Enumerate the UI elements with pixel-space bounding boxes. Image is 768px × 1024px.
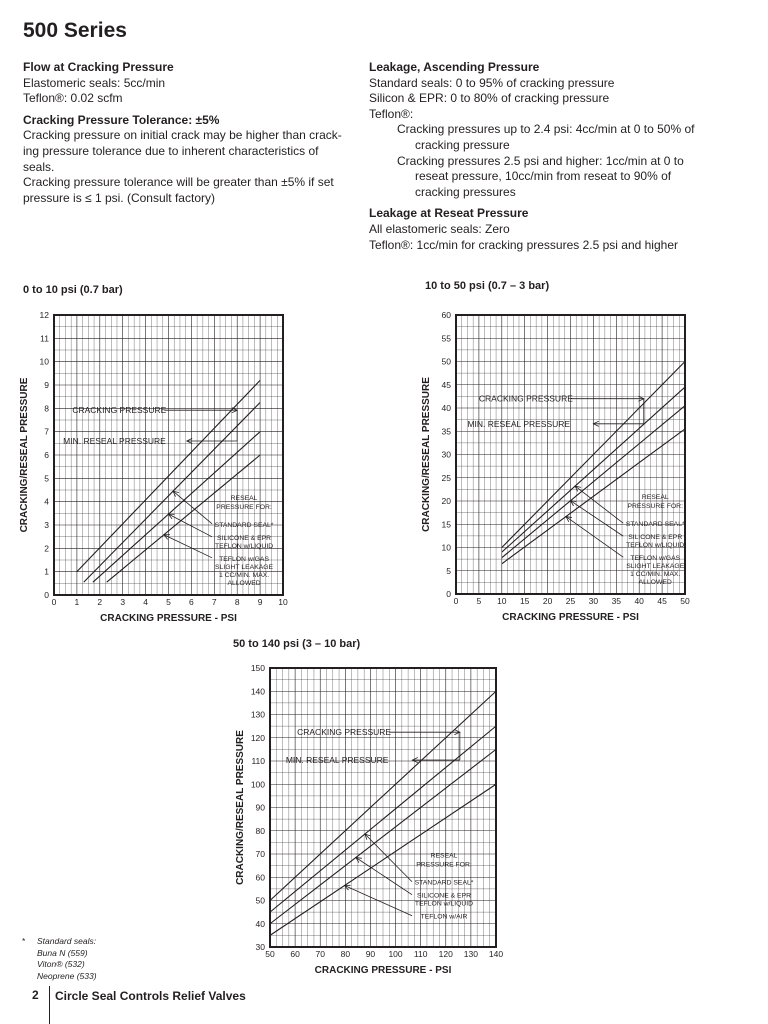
leakage-line: Standard seals: 0 to 95% of cracking pressure (369, 75, 615, 90)
footer-title: Circle Seal Controls Relief Valves (55, 989, 246, 1003)
footnote-line: Buna N (559) (37, 947, 88, 958)
x-tick-label: 40 (634, 596, 644, 606)
reseal-item-label: SILICONE & EPR (417, 892, 472, 900)
y-tick-label: 20 (441, 496, 451, 506)
x-tick-label: 0 (51, 597, 57, 607)
footnote-star: * (22, 936, 26, 946)
y-tick-label: 25 (441, 472, 451, 483)
cracking-pressure-label: CRACKING PRESSURE (72, 405, 167, 416)
x-tick-label: 15 (519, 596, 530, 606)
y-tick-label: 5 (446, 565, 451, 576)
x-tick-label: 1 (74, 597, 80, 607)
flow-heading: Flow at Cracking Pressure (23, 60, 174, 74)
y-tick-label: 35 (441, 426, 451, 437)
x-tick-label: 10 (497, 596, 507, 606)
x-tick-label: 30 (588, 596, 599, 606)
page-title: 500 Series (23, 19, 127, 42)
cracking-pressure-label: CRACKING PRESSURE (478, 393, 573, 404)
reseal-item-label: ALLOWED (227, 579, 261, 587)
x-tick-label: 35 (611, 596, 622, 606)
chart-title: 0 to 10 psi (0.7 bar) (23, 284, 123, 296)
tolerance-line: ing pressure tolerance due to inherent characteristics of seals. (23, 143, 319, 174)
reseal-item-label: 1 CC/MIN. MAX. (218, 571, 270, 579)
x-tick-label: 20 (542, 596, 553, 606)
y-tick-label: 10 (441, 542, 451, 553)
y-axis-label: CRACKING/RESEAL PRESSURE (421, 377, 432, 532)
y-tick-label: 40 (255, 918, 265, 929)
leakage-heading: Leakage, Ascending Pressure (369, 60, 540, 74)
reseal-item-label: TEFLON w/AIR (420, 913, 468, 921)
reseat-heading: Leakage at Reseat Pressure (369, 206, 529, 221)
y-tick-label: 45 (441, 379, 451, 390)
y-tick-label: 3 (44, 520, 49, 530)
tolerance-line: Cracking pressure tolerance will be greater than ±5% if set (23, 175, 334, 190)
y-tick-label: 30 (255, 942, 265, 952)
x-tick-label: 110 (413, 949, 428, 959)
x-tick-label: 0 (453, 596, 459, 606)
y-tick-label: 4 (44, 496, 49, 507)
flow-line: Elastomeric seals: 5cc/min (23, 75, 166, 90)
cracking-pressure-label: CRACKING PRESSURE (297, 727, 392, 738)
y-tick-label: 0 (44, 590, 49, 600)
y-tick-label: 90 (255, 802, 265, 813)
min-reseal-pressure-label: MIN. RESEAL PRESSURE (467, 418, 571, 429)
reseal-item-label: 1 CC/MIN. MAX. (630, 571, 681, 579)
x-tick-label: 60 (290, 949, 300, 959)
x-tick-label: 2 (97, 597, 103, 607)
y-tick-label: 10 (39, 356, 49, 367)
x-tick-label: 70 (315, 949, 325, 959)
min-reseal-pressure-label: MIN. RESEAL PRESSURE (285, 755, 389, 766)
y-tick-label: 15 (441, 519, 451, 530)
x-tick-label: 8 (234, 597, 240, 607)
y-tick-label: 7 (44, 426, 49, 437)
reseal-header-label: RESEAL (230, 494, 258, 502)
y-tick-label: 50 (441, 356, 451, 367)
tolerance-line: pressure is ≤ 1 psi. (Consult factory) (23, 190, 215, 205)
reseat-line: Teflon®: 1cc/min for cracking pressures 2.5 psi and higher (369, 237, 678, 252)
y-tick-label: 12 (39, 310, 49, 320)
y-tick-label: 1 (44, 566, 49, 577)
y-tick-label: 150 (250, 663, 265, 673)
y-tick-label: 11 (40, 333, 49, 344)
x-tick-label: 130 (463, 949, 478, 959)
reseal-item-label: TEFLON w/LIQUID (214, 542, 274, 550)
teflon-leakage-item: Cracking pressures 2.5 psi and higher: 1cc/min at 0 to reseat pressure, 10cc/min from reseat to 90% of cracking pressures (397, 153, 684, 199)
y-tick-label: 6 (44, 450, 49, 460)
flow-line: Teflon®: 0.02 scfm (23, 91, 123, 106)
x-tick-label: 100 (388, 949, 403, 959)
reseal-item-label: TEFLON w/GAS (630, 555, 681, 563)
reseal-header-label: RESEAL (641, 494, 669, 502)
y-tick-label: 70 (255, 849, 265, 859)
y-tick-label: 40 (441, 403, 451, 413)
x-tick-label: 4 (143, 597, 148, 607)
tolerance-line: Cracking pressure on initial crack may be higher than crack- (23, 128, 342, 143)
reseal-item-label: ALLOWED (638, 579, 672, 587)
x-tick-label: 9 (257, 597, 263, 607)
x-axis-label: CRACKING PRESSURE - PSI (502, 612, 639, 623)
annotation-leader (365, 834, 412, 882)
y-tick-label: 8 (44, 403, 49, 414)
arrowhead (356, 857, 362, 862)
reseal-header-label: PRESSURE FOR: (416, 861, 472, 869)
footnote-line: Standard seals: (37, 936, 97, 946)
reseal-item-label: SILICONE & EPR (217, 534, 272, 542)
chart-title: 50 to 140 psi (3 – 10 bar) (233, 638, 361, 650)
x-tick-label: 80 (340, 949, 351, 959)
tolerance-heading: Cracking Pressure Tolerance: ±5% (23, 112, 220, 127)
x-tick-label: 5 (166, 597, 171, 607)
footnote-line: Viton® (532) (37, 959, 85, 969)
reseal-item-label: SILICONE & EPR (628, 534, 683, 542)
x-tick-label: 6 (189, 597, 194, 607)
reseal-item-label: STANDARD SEAL* (214, 521, 274, 529)
leakage-line: Silicon & EPR: 0 to 80% of cracking pressure (369, 91, 610, 106)
y-tick-label: 55 (441, 333, 451, 344)
chart-title: 10 to 50 psi (0.7 – 3 bar) (425, 280, 550, 292)
y-tick-label: 5 (44, 473, 49, 484)
y-tick-label: 2 (44, 543, 49, 554)
reseal-header-label: PRESSURE FOR: (216, 503, 272, 511)
min-reseal-pressure-label: MIN. RESEAL PRESSURE (63, 436, 166, 446)
x-tick-label: 10 (278, 597, 288, 607)
reseal-item-label: TEFLON w/GAS (219, 555, 269, 563)
x-tick-label: 7 (211, 597, 217, 607)
y-tick-label: 130 (250, 709, 265, 720)
y-tick-label: 0 (446, 589, 451, 599)
y-tick-label: 80 (255, 825, 265, 836)
reseal-item-label: STANDARD SEAL* (625, 521, 685, 529)
x-tick-label: 120 (438, 949, 453, 959)
footer-divider (49, 986, 50, 1024)
leakage-line: Teflon®: (369, 106, 414, 121)
reseat-line: All elastomeric seals: Zero (369, 221, 510, 236)
footnote (24, 936, 97, 982)
y-tick-label: 100 (250, 779, 265, 790)
reseal-item-label: STANDARD SEAL* (414, 879, 474, 887)
reseal-item-label: SLIGHT LEAKAGE (626, 563, 685, 571)
y-tick-label: 140 (250, 686, 265, 697)
x-tick-label: 45 (657, 596, 667, 606)
y-tick-label: 60 (255, 872, 265, 883)
reseal-header-label: RESEAL (430, 852, 458, 860)
y-tick-label: 50 (255, 895, 265, 906)
x-tick-label: 3 (120, 597, 126, 607)
x-tick-label: 50 (680, 596, 690, 606)
x-tick-label: 50 (265, 949, 275, 959)
reseal-item-label: TEFLON w/LIQUID (626, 542, 685, 550)
x-axis-label: CRACKING PRESSURE - PSI (314, 965, 452, 976)
page-number: 2 (32, 988, 39, 1002)
x-tick-label: 90 (365, 949, 376, 959)
reseal-item-label: SLIGHT LEAKAGE (215, 563, 274, 571)
x-tick-label: 25 (565, 596, 576, 606)
reseal-header-label: PRESSURE FOR: (627, 503, 683, 511)
x-tick-label: 140 (488, 949, 504, 959)
y-tick-label: 30 (441, 449, 451, 460)
y-axis-label: CRACKING/RESEAL PRESSURE (19, 377, 30, 533)
x-tick-label: 5 (476, 596, 482, 606)
x-axis-label: CRACKING PRESSURE - PSI (100, 613, 237, 624)
y-tick-label: 9 (44, 380, 49, 390)
footnote-line: Neoprene (533) (37, 970, 97, 981)
reseal-item-label: TEFLON w/LIQUID (414, 900, 474, 908)
y-tick-label: 110 (251, 756, 265, 766)
y-tick-label: 60 (441, 310, 451, 320)
y-axis-label: CRACKING/RESEAL PRESSURE (235, 730, 246, 885)
y-tick-label: 120 (250, 732, 265, 743)
teflon-leakage-item: Cracking pressures up to 2.4 psi: 4cc/min at 0 to 50% of cracking pressure (397, 122, 695, 152)
